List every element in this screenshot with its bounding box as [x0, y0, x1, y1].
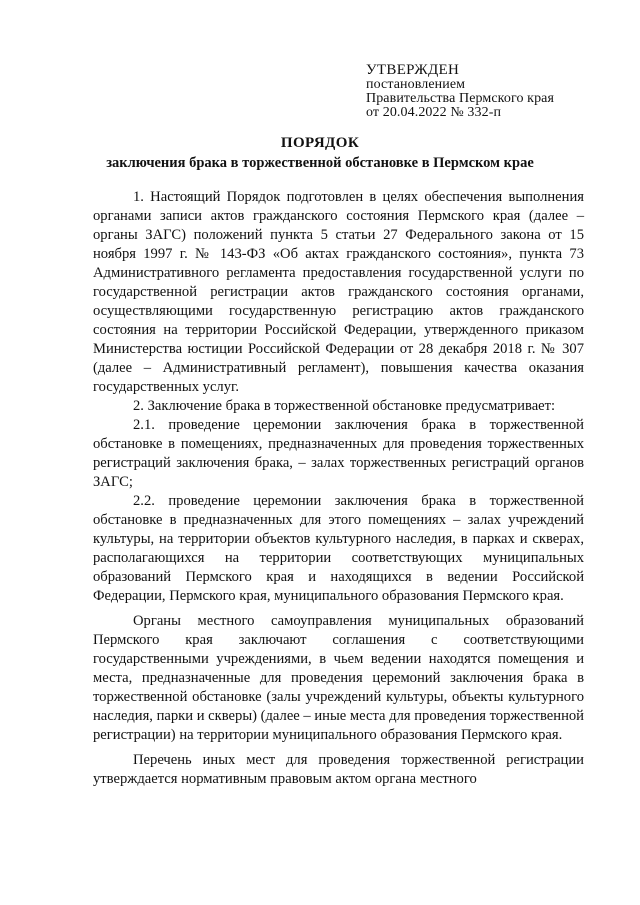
paragraph-list: Перечень иных мест для проведения торжественной регистрации утверждается нормативным правовым актом органа местного — [93, 752, 584, 787]
document-body — [93, 188, 584, 789]
paragraph-2: 2. Заключение брака в торжественной обстановке предусматривает: — [133, 398, 556, 414]
paragraph-agreements: Органы местного самоуправления муниципальных образований Пермского края заключают соглашения с соответствующими государственными учреждениями, в чьем ведении находятся помещения и места, предназначенные для проведения церемоний заключения брака в торжественной обстановке (залы учреждений культуры, объекты культурного наследия, парки и скверы) (далее – иные места для проведения торжественной регистрации) на территории муниципального образования Пермского края. — [93, 613, 584, 743]
approval-heading: УТВЕРЖДЕН — [366, 62, 460, 78]
paragraph-2-1: 2.1. проведение церемонии заключения брака в торжественной обстановке в помещениях, предназначенных для проведения торжественных регистраций заключения брака, – залах торжественных регистраций органов ЗАГС; — [93, 417, 584, 490]
approval-line: Правительства Пермского края — [366, 91, 555, 106]
paragraph-2-2: 2.2. проведение церемонии заключения брака в торжественной обстановке в предназначенных для этого помещениях – залах учреждений культуры, на территории объектов культурного наследия, в парках и скверах, располагающихся на территории соответствующих муниципальных образований Пермского края и находящихся в ведении Российской Федерации, Пермского края, муниципального образования Пермского края. — [93, 493, 584, 604]
approval-line: постановлением — [366, 77, 466, 92]
paragraph-1: 1. Настоящий Порядок подготовлен в целях обеспечения выполнения органами записи актов гражданского состояния Пермского края (далее – органы ЗАГС) положений пункта 5 статьи 27 Федерального закона от 15 ноября 1997 г. № 143-ФЗ «Об актах гражданского состояния», пункта 73 Административного регламента предоставления государственной услуги по государственной регистрации актов гражданского состояния органами, осуществляющими государственную регистрацию актов гражданского состояния на территории Российской Федерации, утвержденного приказом Министерства юстиции Российской Федерации от 28 декабря 2018 г. № 307 (далее – Административный регламент), повышения качества оказания государственных услуг. — [93, 189, 584, 395]
document-title: ПОРЯДОК — [280, 135, 360, 151]
approval-date-number: от 20.04.2022 № 332-п — [366, 105, 502, 120]
document-subtitle: заключения брака в торжественной обстановке в Пермском крае — [106, 155, 534, 171]
approval-stamp — [366, 63, 554, 120]
